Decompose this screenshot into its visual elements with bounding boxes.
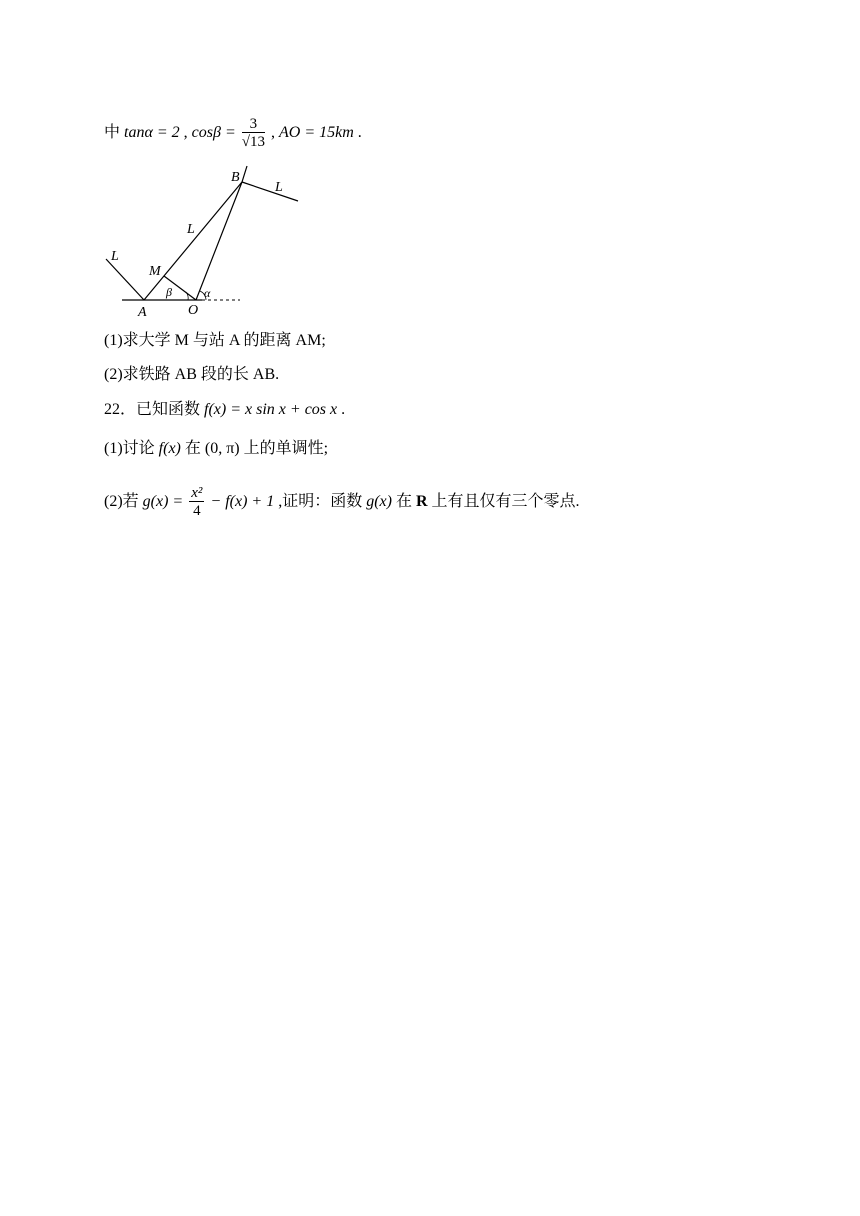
q22-part2-in: 在 bbox=[395, 493, 412, 511]
label-l-left: L bbox=[111, 249, 119, 264]
q21-part1: (1)求大学 M 与站 A 的距离 AM; bbox=[104, 332, 326, 349]
q22-part1-suffix: 上的单调性; bbox=[243, 440, 329, 457]
q22-part1-prefix: (1)讨论 bbox=[104, 440, 155, 457]
q22-part1-interval: (0, π) bbox=[204, 440, 240, 457]
q22-part1-mid: 在 bbox=[184, 440, 201, 457]
cos-beta-fraction bbox=[242, 116, 265, 151]
cos-beta-left: cosβ = bbox=[191, 124, 236, 142]
segment-ob bbox=[196, 182, 242, 300]
ao-text: AO = 15km bbox=[278, 124, 354, 142]
q22-part2-numerator: x² bbox=[191, 485, 203, 501]
q22-part2-fraction bbox=[189, 485, 204, 520]
label-l-top: L bbox=[275, 180, 283, 195]
track-top-ext bbox=[242, 166, 247, 182]
q22-function: f(x) = x sin x + cos x bbox=[204, 401, 338, 418]
track-left bbox=[106, 259, 144, 300]
q22-part2-prefix: (2)若 bbox=[104, 493, 139, 511]
q22-part2-rest: − f(x) + 1 bbox=[210, 493, 275, 511]
q21-part2: (2)求铁路 AB 段的长 AB. bbox=[104, 366, 280, 383]
q22-part2-denominator: 4 bbox=[193, 503, 201, 519]
q22-part2-r: R bbox=[415, 493, 428, 511]
q22-part1-f: f(x) bbox=[158, 440, 181, 457]
label-o: O bbox=[188, 303, 199, 318]
tan-alpha-text: tanα = 2 bbox=[124, 124, 180, 142]
label-alpha: α bbox=[204, 286, 211, 300]
q22-part2-gx: g(x) bbox=[366, 493, 392, 511]
q22-part2-proof: ,证明：函数 bbox=[278, 493, 363, 511]
q22-stem-prefix: 22．已知函数 bbox=[104, 401, 201, 418]
label-m: M bbox=[149, 264, 161, 279]
label-l-mid: L bbox=[187, 222, 195, 237]
q22-part2-g: g(x) = bbox=[142, 493, 184, 511]
intro-prefix: 中 bbox=[104, 124, 121, 142]
cos-beta-denominator: √13 bbox=[241, 134, 265, 150]
q22-part2-end: 上有且仅有三个零点. bbox=[431, 493, 580, 511]
q22-part1 bbox=[104, 439, 328, 459]
intro-line: 中 tanα = 2 , cosβ = $\frac{3}{√13}$ , AO = 15km . bbox=[104, 116, 362, 150]
label-a: A bbox=[138, 305, 147, 320]
label-beta: β bbox=[166, 285, 172, 299]
track-right bbox=[242, 182, 298, 201]
q22-part2 bbox=[104, 485, 580, 520]
geometry-figure bbox=[100, 160, 310, 320]
q22-stem: 22．已知函数 f(x) = x sin x + cos x . bbox=[104, 401, 346, 418]
cos-beta-numerator: 3 bbox=[242, 116, 265, 133]
segment-ab bbox=[144, 182, 242, 300]
label-b: B bbox=[231, 170, 240, 185]
